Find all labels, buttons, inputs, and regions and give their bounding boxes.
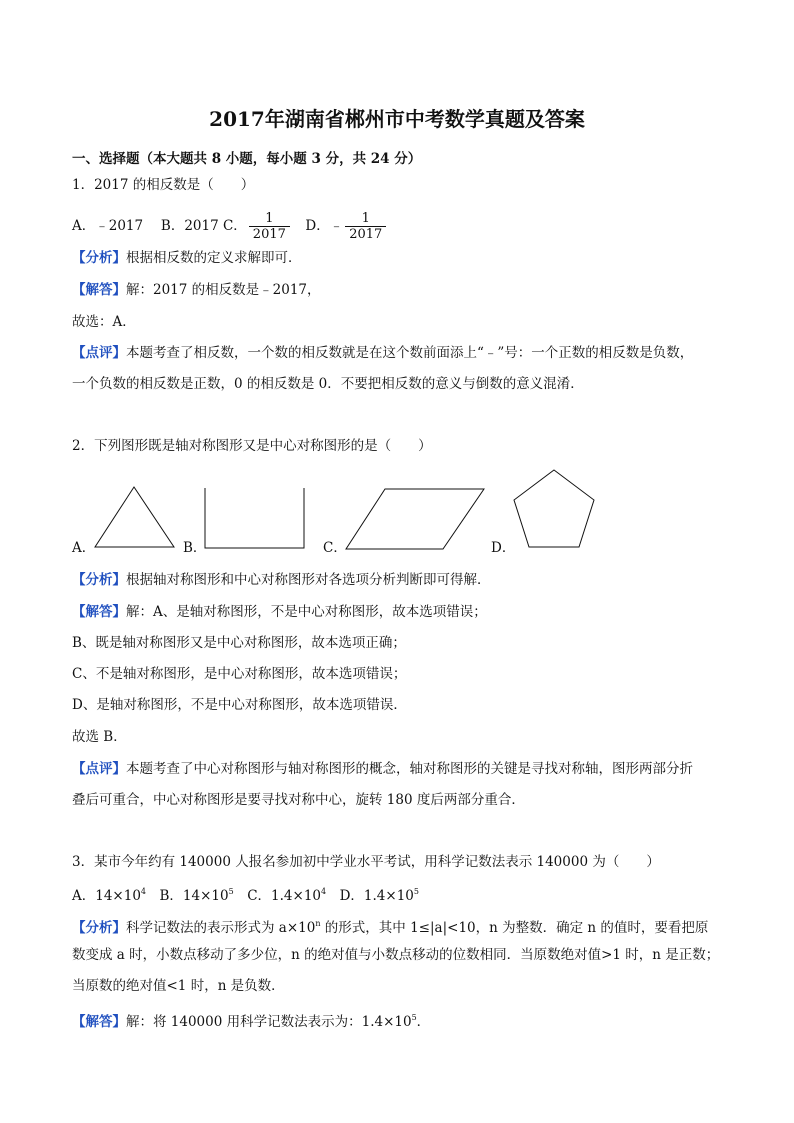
q1-fraction-d xyxy=(345,211,386,242)
q3-option-c-exponent: 4 xyxy=(321,887,327,896)
q3-analysis-cont-2: 当原数的绝对值<1 时，n 是负数． xyxy=(72,978,285,994)
answer-tag: 【解答】 xyxy=(72,282,126,298)
analysis-tag: 【分析】 xyxy=(72,250,126,266)
q2-option-a-label: A． xyxy=(72,540,96,556)
q1-stem: 1．2017 的相反数是（ ） xyxy=(72,177,255,193)
q3-option-b-exponent: 5 xyxy=(228,887,234,896)
q3-analysis-text-b: 的形式，其中 1≤|a|<10，n 为整数．确定 n 的值时，要看把原 xyxy=(320,920,709,936)
q3-option-c: C．1.4×10 xyxy=(233,888,321,904)
triangle-shape xyxy=(94,486,176,548)
q2-option-c-label: C． xyxy=(323,540,347,556)
q3-analysis-cont: 数变成 a 时，小数点移动了多少位，n 的绝对值与小数点移动的位数相同．当原数绝对值>1 时，n 是正数； xyxy=(72,947,720,963)
q1-analysis-text: 根据相反数的定义求解即可． xyxy=(126,250,302,266)
page-title: 2017年湖南省郴州市中考数学真题及答案 xyxy=(209,107,585,131)
q2-comment xyxy=(72,760,693,778)
q2-analysis-text: 根据轴对称图形和中心对称图形对各选项分析判断即可得解． xyxy=(126,572,491,588)
q3-option-d-exponent: 5 xyxy=(413,887,419,896)
pentagon-outline xyxy=(514,470,594,547)
q1-comment-cont: 一个负数的相反数是正数，0 的相反数是 0．不要把相反数的意义与倒数的意义混淆． xyxy=(72,376,584,392)
q1-answer-text: 解：2017 的相反数是﹣2017， xyxy=(126,282,321,298)
q1-fraction-d-denominator: 2017 xyxy=(345,226,386,242)
q2-answer xyxy=(72,603,487,621)
q3-option-a-exponent: 4 xyxy=(140,887,147,896)
q1-analysis xyxy=(72,249,302,267)
q2-option-b-label: B． xyxy=(183,540,207,556)
q1-option-d: D．﹣ xyxy=(291,218,344,234)
q2-choice: 故选 B． xyxy=(72,729,127,745)
q1-choice: 故选：A． xyxy=(72,314,136,330)
pentagon-shape xyxy=(513,469,595,551)
q1-option-ab: A．﹣2017 B．2017 C． xyxy=(72,218,247,234)
q2-comment-text: 本题考查了中心对称图形与轴对称图形的概念，轴对称图形的关键是寻找对称轴，图形两部分折 xyxy=(126,761,693,777)
answer-tag: 【解答】 xyxy=(72,604,126,620)
q1-fraction-d-numerator: 1 xyxy=(361,211,370,226)
analysis-tag: 【分析】 xyxy=(72,920,126,936)
q3-answer-end: ． xyxy=(416,1014,431,1030)
q2-analysis xyxy=(72,571,491,589)
q1-comment xyxy=(72,344,693,362)
answer-tag: 【解答】 xyxy=(72,1014,126,1030)
q3-option-d: D．1.4×10 xyxy=(326,888,414,904)
q2-answer-text: 解：A、是轴对称图形，不是中心对称图形，故本选项错误； xyxy=(126,604,487,620)
triangle-outline xyxy=(95,487,174,547)
q1-fraction-c-numerator: 1 xyxy=(265,211,274,226)
q3-analysis-text-a: 科学记数法的表示形式为 a×10 xyxy=(126,920,316,936)
q1-answer xyxy=(72,281,321,299)
analysis-tag: 【分析】 xyxy=(72,572,126,588)
q1-fraction-c-denominator: 2017 xyxy=(249,226,290,242)
comment-tag: 【点评】 xyxy=(72,761,126,777)
parallelogram-shape xyxy=(345,488,485,550)
q1-fraction-c xyxy=(249,211,290,242)
q1-options xyxy=(72,211,388,242)
q3-option-b: B．14×10 xyxy=(146,888,229,904)
q3-analysis-exponent: n xyxy=(315,919,321,928)
section-heading: 一、选择题（本大题共 8 小题，每小题 3 分，共 24 分） xyxy=(72,151,422,167)
q1-comment-text: 本题考查了相反数，一个数的相反数就是在这个数前面添上“﹣”号：一个正数的相反数是负数， xyxy=(126,345,694,361)
q2-stem: 2．下列图形既是轴对称图形又是中心对称图形的是（ ） xyxy=(72,438,432,454)
q3-options xyxy=(72,883,419,905)
q3-answer-exponent: 5 xyxy=(411,1013,417,1022)
parallelogram-outline xyxy=(346,489,484,549)
rectangle-shape xyxy=(205,487,305,549)
q3-answer xyxy=(72,1009,430,1031)
q2-answer-c: C、不是轴对称图形，是中心对称图形，故本选项错误； xyxy=(72,666,407,682)
comment-tag: 【点评】 xyxy=(72,345,126,361)
q3-option-a: A．14×10 xyxy=(72,888,141,904)
q2-answer-d: D、是轴对称图形，不是中心对称图形，故本选项错误． xyxy=(72,697,407,713)
q2-option-d-label: D． xyxy=(491,540,516,556)
q3-stem: 3．某市今年约有 140000 人报名参加初中学业水平考试，用科学记数法表示 140000 为（ ） xyxy=(72,854,660,870)
q2-comment-cont: 叠后可重合，中心对称图形是要寻找对称中心，旋转 180 度后两部分重合． xyxy=(72,792,525,808)
q2-answer-b: B、既是轴对称图形又是中心对称图形，故本选项正确； xyxy=(72,635,406,651)
q3-answer-text: 解：将 140000 用科学记数法表示为：1.4×10 xyxy=(126,1014,412,1030)
q3-analysis xyxy=(72,915,708,937)
rectangle-outline xyxy=(205,488,304,548)
